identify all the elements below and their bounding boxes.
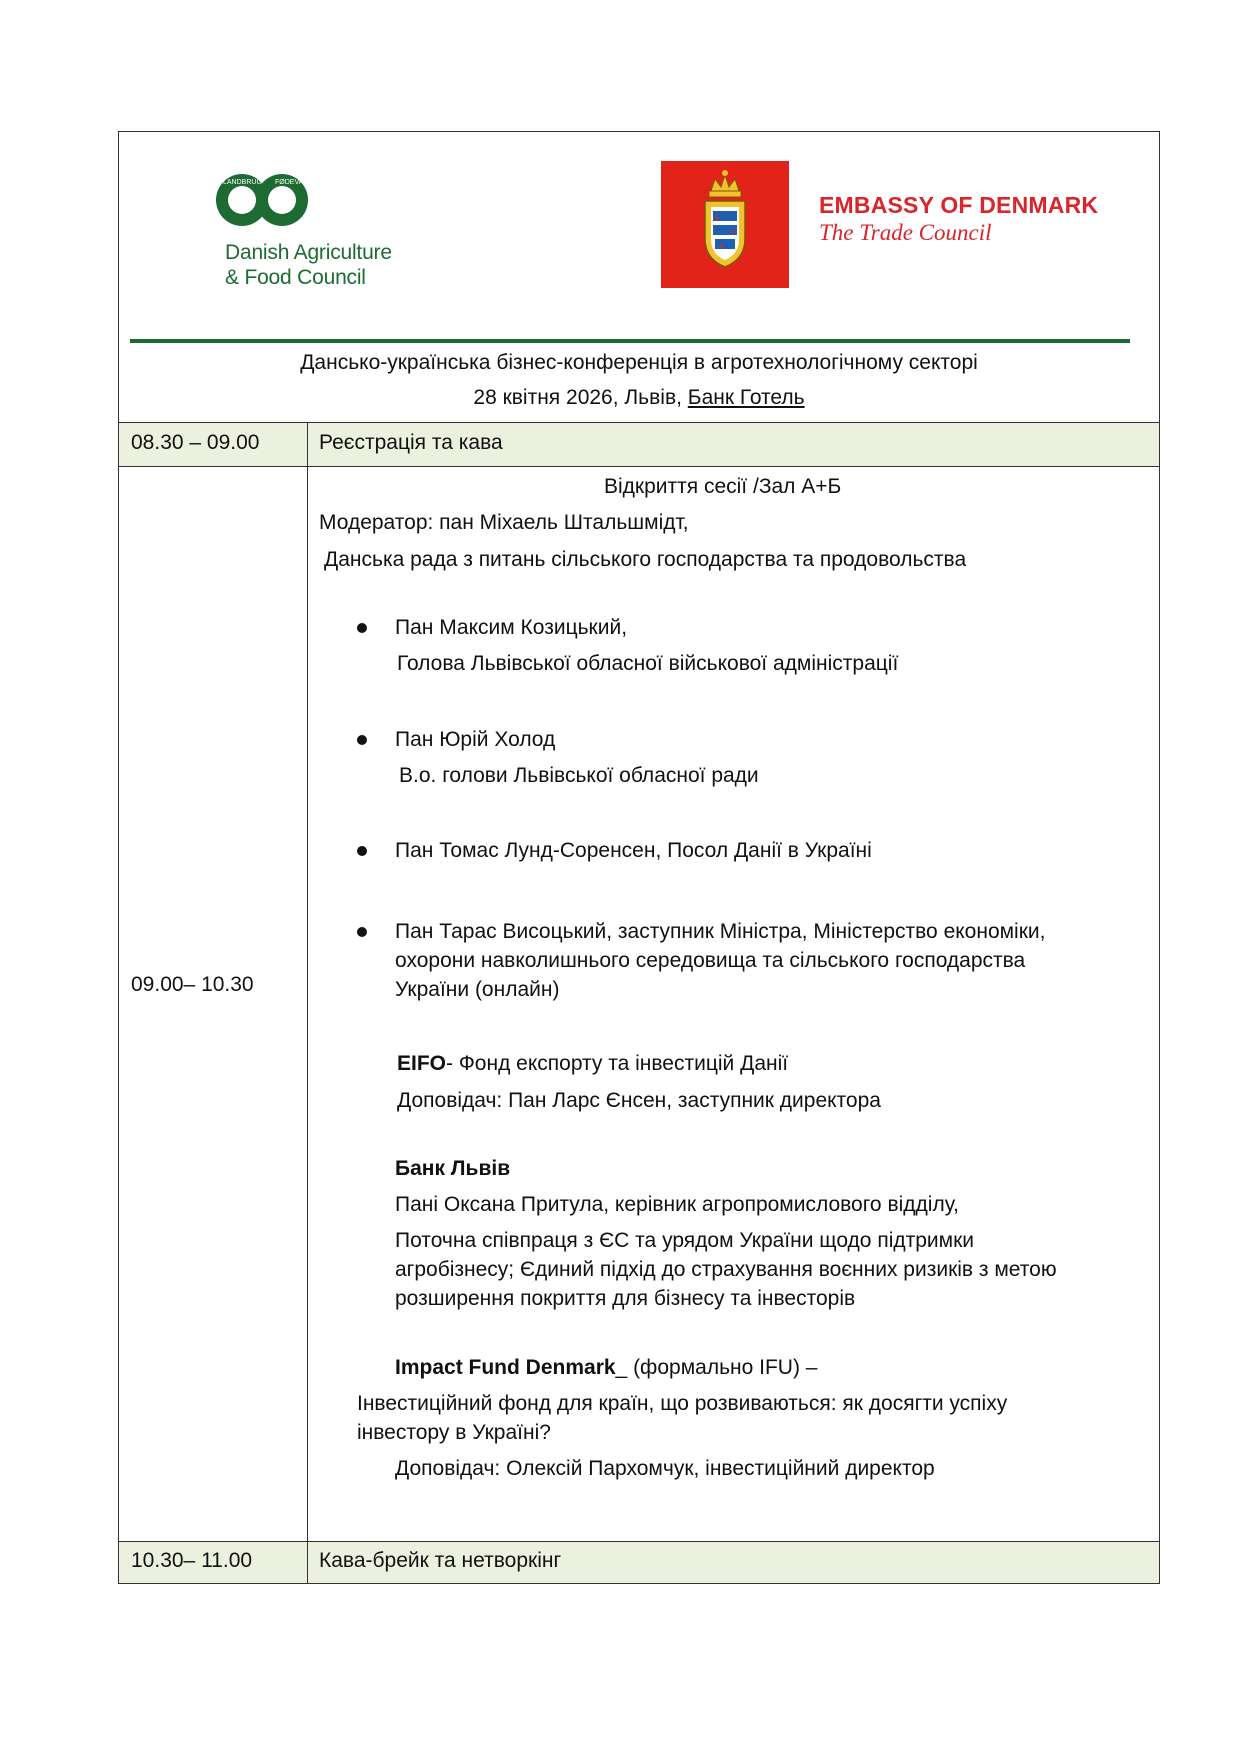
row-time: 08.30 – 09.00 xyxy=(131,431,260,454)
ifu-line: Інвестиційний фонд для країн, що розвиваються: як досягти успіху xyxy=(357,1392,1008,1415)
speaker-name: Пан Томас Лунд-Соренсен, Посол Данії в Україні xyxy=(395,839,872,862)
bank-title-bold: Банк Львів xyxy=(395,1157,511,1180)
bullet-icon xyxy=(357,846,367,856)
agenda-row-coffee-break xyxy=(119,1541,1159,1583)
double-ring-icon xyxy=(215,162,425,242)
ifu-underscore: _ xyxy=(615,1356,628,1379)
session-title: Відкриття сесії /Зал А+Б xyxy=(604,475,842,498)
moderator-org: Данська рада з питань сільського господарства та продовольства xyxy=(324,548,967,571)
moderator: Модератор: пан Міхаель Штальшмідт, xyxy=(319,511,689,534)
agenda-frame xyxy=(118,131,1160,1584)
ring-text-left: LANDBRUG xyxy=(223,179,262,186)
eifo-bold: EIFO xyxy=(397,1052,447,1075)
bank-line: агробізнесу; Єдиний підхід до страхування воєнних ризиків з метою xyxy=(395,1258,1057,1281)
ifu-speaker: Доповідач: Олексій Пархомчук, інвестиційний директор xyxy=(395,1457,935,1480)
bank-speaker: Пані Оксана Притула, керівник агропромислового відділу, xyxy=(395,1193,959,1216)
speaker-name: Пан Максим Козицький, xyxy=(395,616,628,639)
crown-shield-icon xyxy=(661,161,789,288)
bank-title xyxy=(395,1157,510,1181)
row-text: Реєстрація та кава xyxy=(319,431,503,454)
speaker-name: Пан Юрій Холод xyxy=(395,728,556,751)
date-location: 28 квітня 2026, Львів, xyxy=(473,386,688,409)
header xyxy=(119,132,1159,422)
row-text: Кава-брейк та нетворкінг xyxy=(319,1549,562,1572)
bullet-icon xyxy=(357,735,367,745)
ifu-title xyxy=(395,1356,817,1380)
column-divider xyxy=(307,467,308,1542)
conference-date-location xyxy=(119,386,1159,410)
trade-council-subtitle: The Trade Council xyxy=(819,220,992,245)
column-divider xyxy=(307,423,308,466)
speaker-line: Пан Тарас Висоцький, заступник Міністра, Міністерство економіки, xyxy=(395,920,1046,943)
speaker-line: охорони навколишнього середовища та сільського господарства xyxy=(395,949,1026,972)
header-divider xyxy=(130,339,1130,343)
column-divider xyxy=(307,1542,308,1584)
conference-title: Дансько-українська бізнес-конференція в агротехнологічному секторі xyxy=(300,351,978,374)
bullet-icon xyxy=(357,623,367,633)
brand-line-2: & Food Council xyxy=(225,266,366,289)
bank-line: розширення покриття для бізнесу та інвесторів xyxy=(395,1287,856,1310)
ifu-line: інвестору в Україні? xyxy=(357,1421,551,1444)
embassy-title: EMBASSY OF DENMARK xyxy=(819,192,1099,218)
row-time: 09.00– 10.30 xyxy=(131,973,254,996)
speaker-line: України (онлайн) xyxy=(395,978,560,1001)
eifo-rest: - Фонд експорту та інвестицій Данії xyxy=(446,1052,789,1075)
speaker-role: В.о. голови Львівської обласної ради xyxy=(399,764,759,787)
agenda-row-registration xyxy=(119,422,1159,466)
danish-agriculture-brand xyxy=(225,240,392,290)
ring-text-right: FØDEVARER xyxy=(275,179,319,186)
row-time: 10.30– 11.00 xyxy=(131,1549,253,1572)
agenda-row-opening-session xyxy=(119,466,1159,1541)
speaker-role: Голова Львівської обласної військової адміністрації xyxy=(397,652,899,675)
eifo-title xyxy=(397,1052,788,1076)
brand-line-1: Danish Agriculture xyxy=(225,241,392,264)
eifo-speaker: Доповідач: Пан Ларс Єнсен, заступник директора xyxy=(397,1089,881,1112)
bullet-icon xyxy=(357,927,367,937)
bank-line: Поточна співпраця з ЄС та урядом України щодо підтримки xyxy=(395,1229,974,1252)
royal-crest-logo xyxy=(661,161,789,288)
ifu-rest: (формально IFU) – xyxy=(627,1356,818,1379)
ifu-bold: Impact Fund Denmark xyxy=(395,1356,616,1379)
venue-link: Банк Готель xyxy=(687,386,805,409)
